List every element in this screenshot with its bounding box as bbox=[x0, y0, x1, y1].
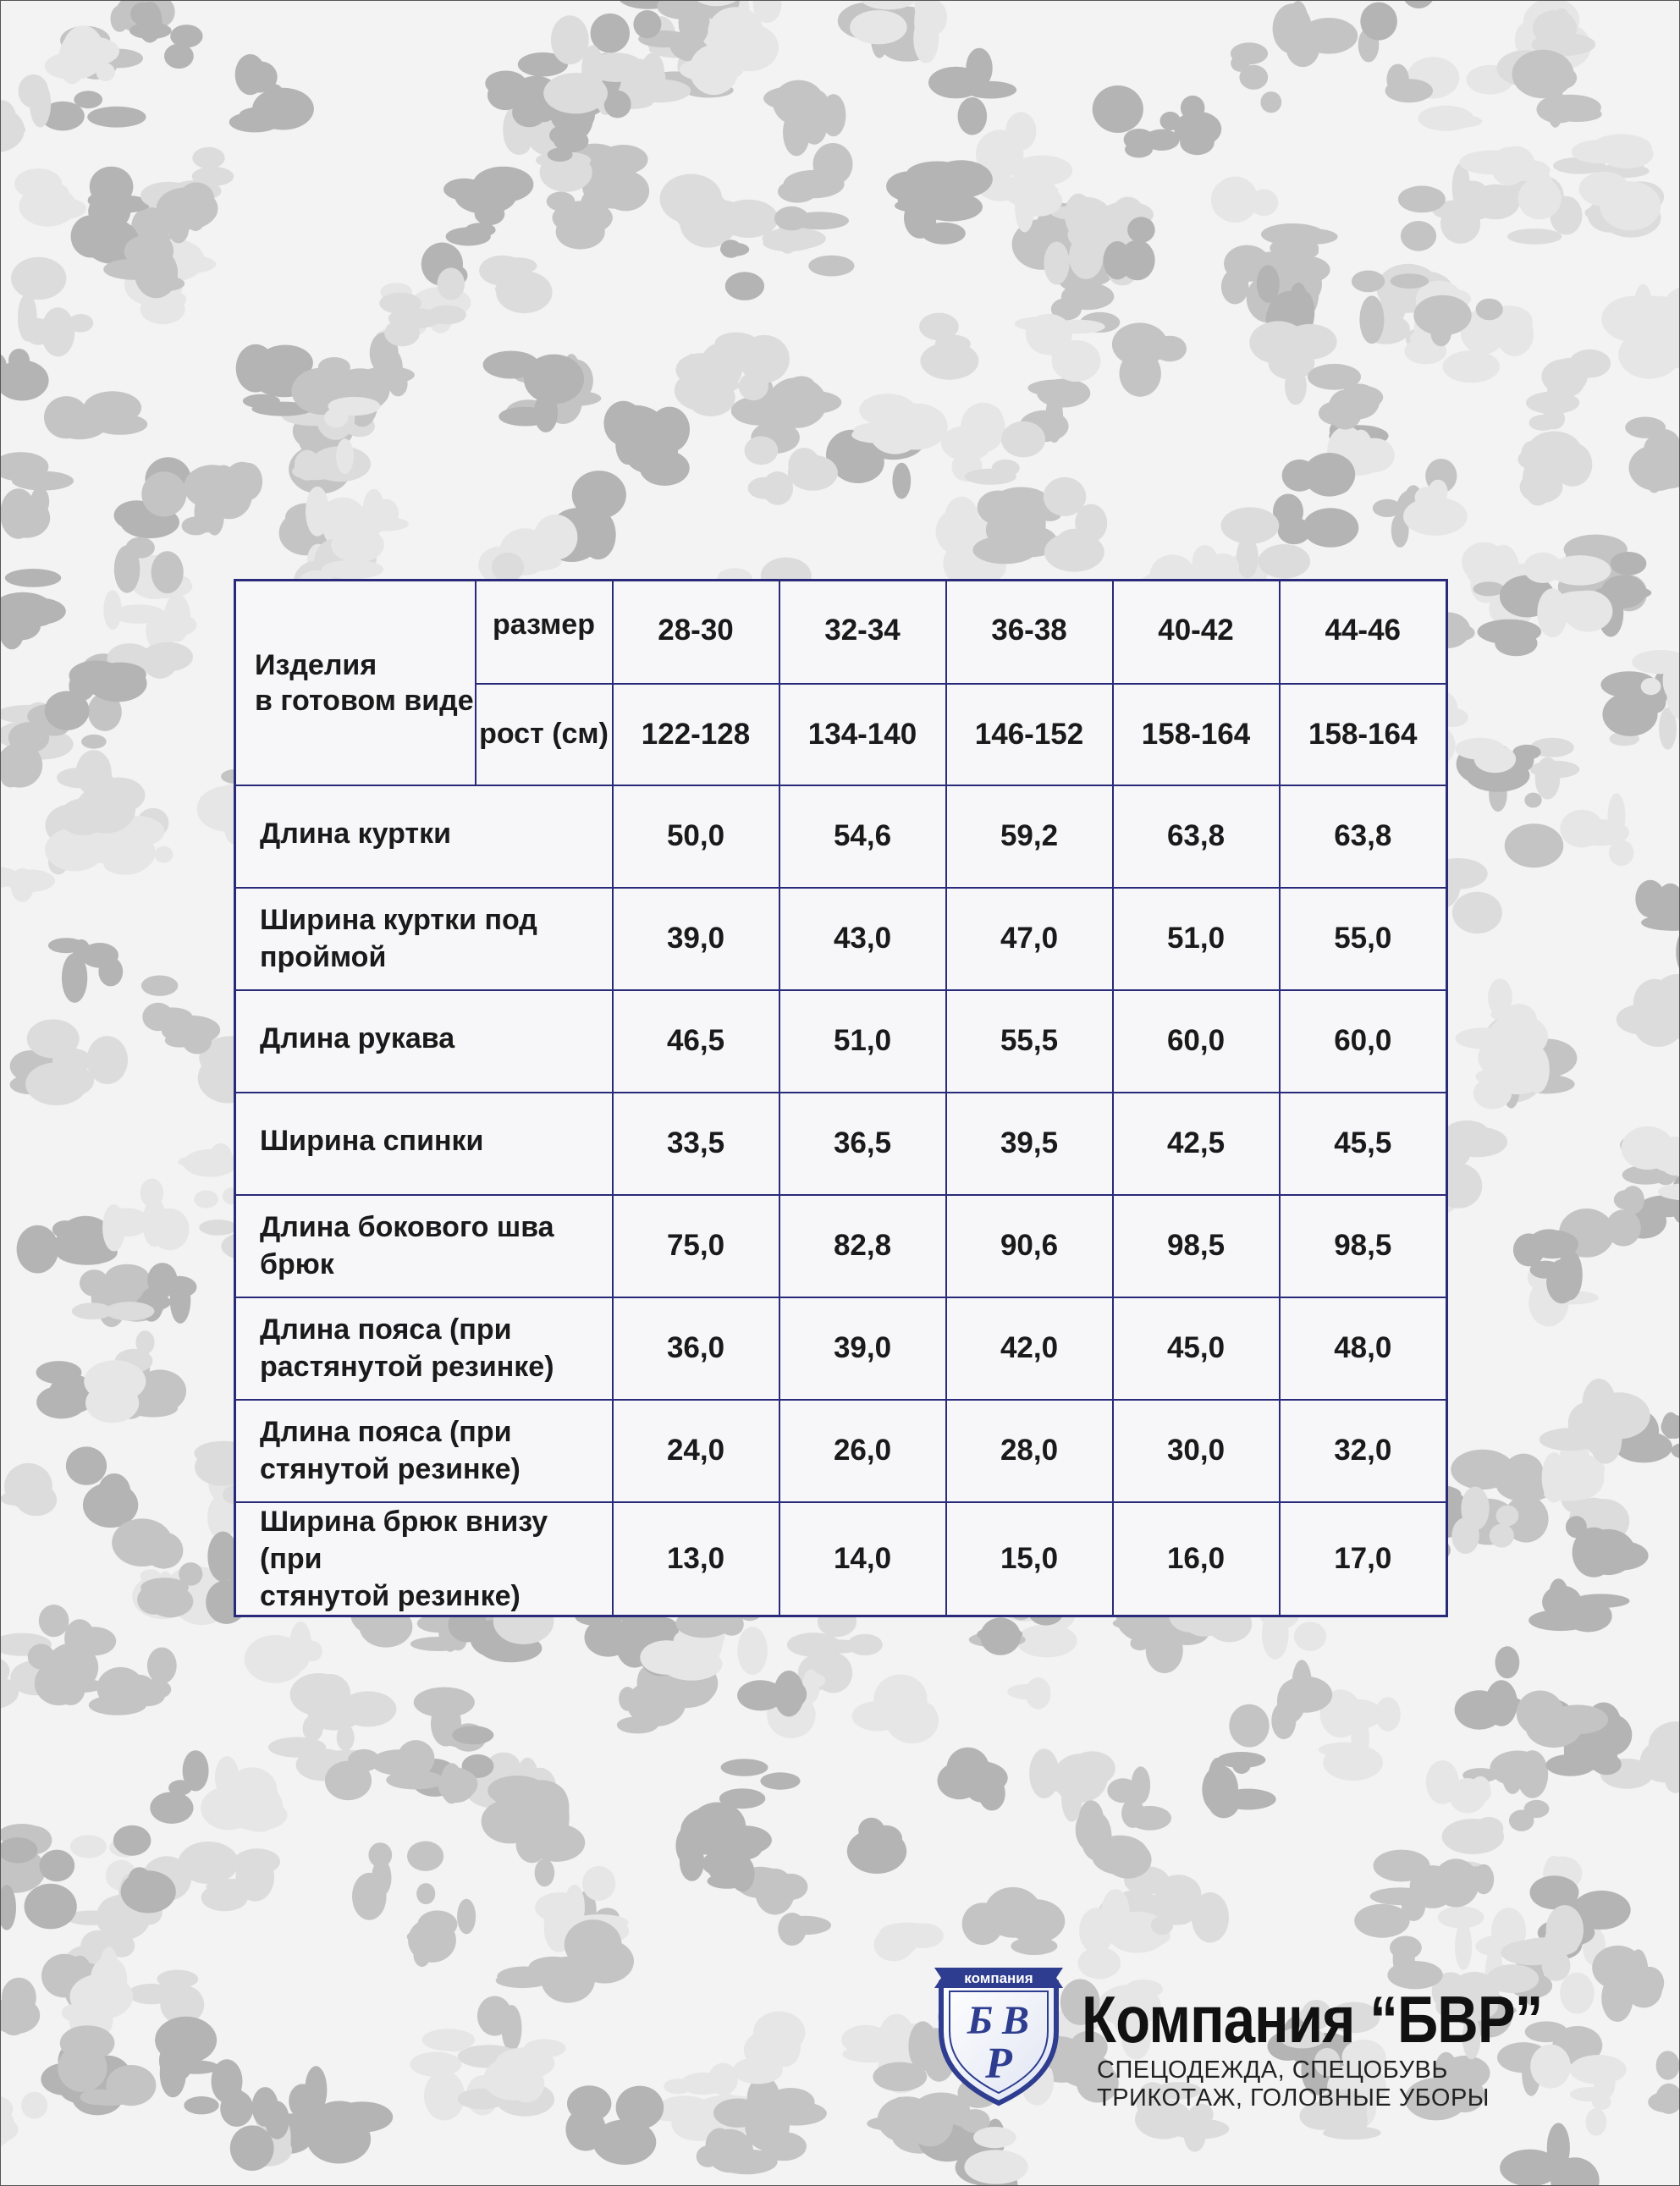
logo-letter-b: Б bbox=[967, 1998, 994, 2043]
measurement-value-cell: 33,5 bbox=[613, 1093, 779, 1195]
measurement-value-cell: 51,0 bbox=[779, 990, 946, 1093]
measurement-name-line2: стянутой резинке) bbox=[260, 1579, 521, 1612]
measurement-value-cell: 60,0 bbox=[1113, 990, 1280, 1093]
measurement-value-cell: 75,0 bbox=[613, 1195, 779, 1297]
measurement-value-cell: 46,5 bbox=[613, 990, 779, 1093]
measurement-value-cell: 45,5 bbox=[1280, 1093, 1447, 1195]
height-header-cell: 122-128 bbox=[613, 684, 779, 785]
measurement-row bbox=[235, 785, 1447, 888]
measurement-name-line1: Ширина брюк внизу (при bbox=[260, 1505, 548, 1575]
measurement-value-cell: 39,5 bbox=[946, 1093, 1113, 1195]
measurement-row bbox=[235, 1400, 1447, 1502]
size-chart-table bbox=[234, 579, 1448, 1617]
size-header-cell: 40-42 bbox=[1113, 581, 1280, 684]
company-name: Компания “БВР” bbox=[1082, 1982, 1543, 2057]
measurement-row bbox=[235, 1195, 1447, 1297]
measurement-value-cell: 59,2 bbox=[946, 785, 1113, 888]
measurement-value-cell: 98,5 bbox=[1113, 1195, 1280, 1297]
measurement-name-cell bbox=[235, 1502, 613, 1616]
measurement-name-line1: Длина бокового шва bbox=[260, 1211, 554, 1243]
measurement-value-cell: 17,0 bbox=[1280, 1502, 1447, 1616]
measurement-value-cell: 43,0 bbox=[779, 888, 946, 990]
measurement-value-cell: 36,0 bbox=[613, 1297, 779, 1400]
measurement-name-cell bbox=[235, 888, 613, 990]
measurement-value-cell: 24,0 bbox=[613, 1400, 779, 1502]
measurement-name-line1: Длина куртки bbox=[260, 817, 451, 850]
logo-ribbon-text: компания bbox=[964, 1970, 1033, 1986]
measurement-name-cell bbox=[235, 990, 613, 1093]
height-header-cell: 134-140 bbox=[779, 684, 946, 785]
measurement-name-cell bbox=[235, 785, 613, 888]
measurement-value-cell: 13,0 bbox=[613, 1502, 779, 1616]
measurement-name-line1: Длина пояса (при bbox=[260, 1313, 512, 1346]
measurement-value-cell: 36,5 bbox=[779, 1093, 946, 1195]
size-header-cell: 28-30 bbox=[613, 581, 779, 684]
measurement-name-line1: Ширина спинки bbox=[260, 1124, 484, 1157]
measurement-value-cell: 60,0 bbox=[1280, 990, 1447, 1093]
header-title-line2: в готовом виде bbox=[255, 684, 474, 717]
measurement-value-cell: 14,0 bbox=[779, 1502, 946, 1616]
measurement-name-line1: Длина пояса (при bbox=[260, 1416, 512, 1448]
company-shield-logo bbox=[931, 1951, 1066, 2107]
measurement-name-line2: брюк bbox=[260, 1248, 334, 1280]
measurement-value-cell: 55,0 bbox=[1280, 888, 1447, 990]
measurement-name-line1: Длина рукава bbox=[260, 1021, 455, 1054]
measurement-row bbox=[235, 1297, 1447, 1400]
measurement-value-cell: 48,0 bbox=[1280, 1297, 1447, 1400]
measurement-name-line1: Ширина куртки под bbox=[260, 904, 537, 936]
measurement-value-cell: 45,0 bbox=[1113, 1297, 1280, 1400]
measurement-name-cell bbox=[235, 1297, 613, 1400]
measurement-value-cell: 51,0 bbox=[1113, 888, 1280, 990]
measurement-value-cell: 63,8 bbox=[1280, 785, 1447, 888]
measurement-value-cell: 42,5 bbox=[1113, 1093, 1280, 1195]
measurement-value-cell: 26,0 bbox=[779, 1400, 946, 1502]
measurement-value-cell: 47,0 bbox=[946, 888, 1113, 990]
measurement-name-line2: проймой bbox=[260, 941, 387, 973]
measurement-value-cell: 90,6 bbox=[946, 1195, 1113, 1297]
measurement-row bbox=[235, 1093, 1447, 1195]
header-title-cell bbox=[235, 581, 476, 785]
company-logo-block bbox=[931, 1951, 1574, 2112]
measurement-value-cell: 98,5 bbox=[1280, 1195, 1447, 1297]
measurement-row bbox=[235, 990, 1447, 1093]
height-header-cell: 146-152 bbox=[946, 684, 1113, 785]
size-label-cell: размер bbox=[476, 581, 613, 684]
company-tagline-line1: СПЕЦОДЕЖДА, СПЕЦОБУВЬ bbox=[1097, 2057, 1448, 2084]
measurement-rows bbox=[235, 785, 1447, 1616]
measurement-value-cell: 39,0 bbox=[613, 888, 779, 990]
height-label-cell: рост (см) bbox=[476, 684, 613, 785]
measurement-value-cell: 55,5 bbox=[946, 990, 1113, 1093]
measurement-row bbox=[235, 1502, 1447, 1616]
height-header-cell: 158-164 bbox=[1113, 684, 1280, 785]
measurement-value-cell: 54,6 bbox=[779, 785, 946, 888]
logo-letter-r: Р bbox=[985, 2040, 1012, 2088]
measurement-value-cell: 28,0 bbox=[946, 1400, 1113, 1502]
measurement-value-cell: 39,0 bbox=[779, 1297, 946, 1400]
measurement-value-cell: 50,0 bbox=[613, 785, 779, 888]
measurement-name-cell bbox=[235, 1400, 613, 1502]
size-header-cell: 36-38 bbox=[946, 581, 1113, 684]
measurement-value-cell: 63,8 bbox=[1113, 785, 1280, 888]
measurement-name-cell bbox=[235, 1195, 613, 1297]
logo-letter-v: В bbox=[1001, 1998, 1030, 2043]
measurement-name-line2: стянутой резинке) bbox=[260, 1453, 521, 1485]
measurement-value-cell: 32,0 bbox=[1280, 1400, 1447, 1502]
header-row-sizes bbox=[235, 581, 1447, 684]
size-header-cell: 32-34 bbox=[779, 581, 946, 684]
measurement-row bbox=[235, 888, 1447, 990]
measurement-value-cell: 42,0 bbox=[946, 1297, 1113, 1400]
size-header-cell: 44-46 bbox=[1280, 581, 1447, 684]
measurement-name-cell bbox=[235, 1093, 613, 1195]
measurement-value-cell: 82,8 bbox=[779, 1195, 946, 1297]
measurement-name-line2: растянутой резинке) bbox=[260, 1351, 554, 1383]
measurement-value-cell: 16,0 bbox=[1113, 1502, 1280, 1616]
company-tagline-line2: ТРИКОТАЖ, ГОЛОВНЫЕ УБОРЫ bbox=[1097, 2084, 1490, 2112]
measurement-value-cell: 15,0 bbox=[946, 1502, 1113, 1616]
measurement-value-cell: 30,0 bbox=[1113, 1400, 1280, 1502]
header-title-line1: Изделия bbox=[255, 648, 377, 681]
height-header-cell: 158-164 bbox=[1280, 684, 1447, 785]
